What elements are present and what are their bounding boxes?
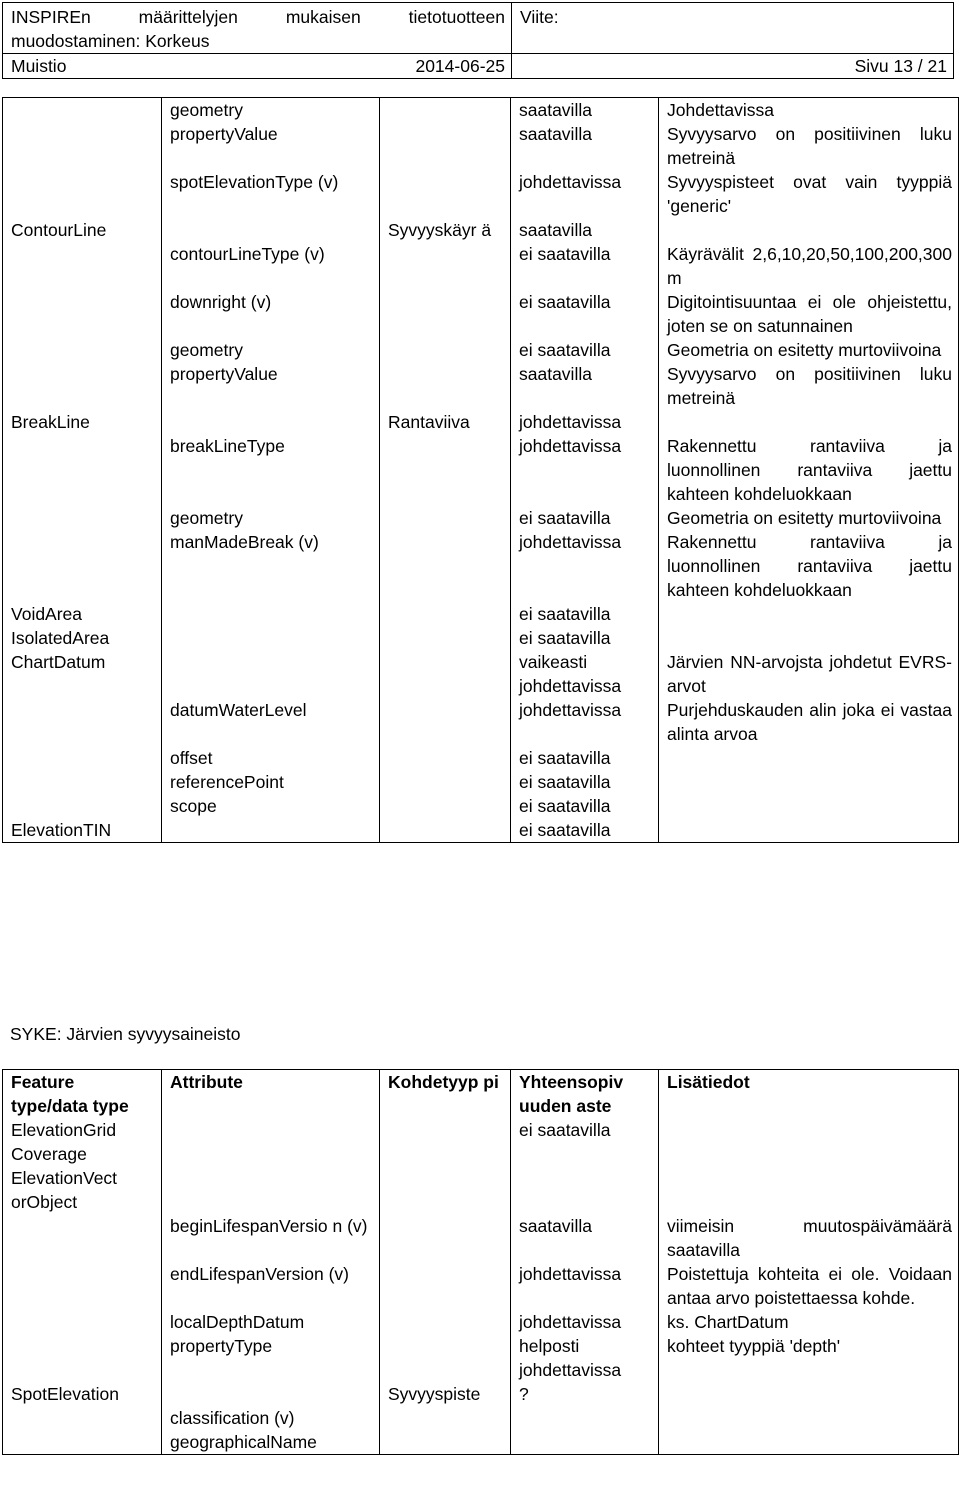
lisatiedot-cell: Käyrävälit 2,6,10,20,50,100,200,300 m: [659, 242, 959, 290]
attribute-cell: propertyValue: [162, 122, 380, 170]
kohdetyyppi-cell: [380, 1166, 511, 1214]
yhteensopivuus-cell: johdettavissa: [511, 410, 659, 434]
kohdetyyppi-cell: [380, 122, 511, 170]
title-word: määrittelyjen: [138, 7, 238, 27]
attribute-cell: spotElevationType (v): [162, 170, 380, 218]
yhteensopivuus-cell: ei saatavilla: [511, 242, 659, 290]
feature-type-cell: [3, 242, 162, 290]
table-row: [3, 650, 959, 698]
table-row: [3, 170, 959, 218]
feature-type-cell: ElevationVect orObject: [3, 1166, 162, 1214]
lisatiedot-cell: Syvyysarvo on positiivinen luku metreinä: [659, 362, 959, 410]
title-word: INSPIREn: [11, 7, 91, 27]
kohdetyyppi-cell: [380, 338, 511, 362]
attribute-cell: offset: [162, 746, 380, 770]
kohdetyyppi-cell: Syvyyspiste: [380, 1382, 511, 1406]
lisatiedot-cell: [659, 410, 959, 434]
attribute-cell: manMadeBreak (v): [162, 530, 380, 602]
attribute-cell: [162, 650, 380, 698]
kohdetyyppi-cell: [380, 290, 511, 338]
yhteensopivuus-cell: johdettavissa: [511, 434, 659, 506]
lisatiedot-cell: Syvyyspisteet ovat vain tyyppiä 'generic': [659, 170, 959, 218]
feature-type-cell: [3, 170, 162, 218]
lisatiedot-cell: Johdettavissa: [659, 98, 959, 123]
table-row: [3, 1166, 959, 1214]
attribute-cell: [162, 1166, 380, 1214]
table-row: [3, 410, 959, 434]
table-row: [3, 794, 959, 818]
yhteensopivuus-cell: saatavilla: [511, 1214, 659, 1262]
kohdetyyppi-cell: Syvyyskäyr ä: [380, 218, 511, 242]
reference-cell: [512, 3, 954, 54]
feature-type-cell: [3, 1310, 162, 1334]
feature-type-cell: ElevationTIN: [3, 818, 162, 843]
table-row: [3, 338, 959, 362]
header-table: [2, 2, 954, 79]
attribute-cell: [162, 410, 380, 434]
feature-type-cell: [3, 434, 162, 506]
attribute-cell: downright (v): [162, 290, 380, 338]
table-row: [3, 362, 959, 410]
feature-type-cell: [3, 362, 162, 410]
yhteensopivuus-cell: ei saatavilla: [511, 338, 659, 362]
attribute-cell: propertyValue: [162, 362, 380, 410]
yhteensopivuus-cell: ei saatavilla: [511, 290, 659, 338]
attribute-cell: datumWaterLevel: [162, 698, 380, 746]
lisatiedot-cell: [659, 746, 959, 770]
feature-type-cell: [3, 530, 162, 602]
yhteensopivuus-cell: [511, 1430, 659, 1455]
table-header-row: [3, 1070, 959, 1119]
feature-type-cell: [3, 506, 162, 530]
title-line1: [11, 5, 505, 29]
kohdetyyppi-cell: [380, 1430, 511, 1455]
kohdetyyppi-cell: [380, 1334, 511, 1382]
attribute-cell: [162, 602, 380, 626]
yhteensopivuus-cell: ei saatavilla: [511, 602, 659, 626]
attribute-cell: localDepthDatum: [162, 1310, 380, 1334]
table-row: [3, 1334, 959, 1382]
yhteensopivuus-cell: johdettavissa: [511, 530, 659, 602]
lisatiedot-cell: [659, 626, 959, 650]
yhteensopivuus-cell: ei saatavilla: [511, 746, 659, 770]
yhteensopivuus-cell: ei saatavilla: [511, 794, 659, 818]
attribute-cell: classification (v): [162, 1406, 380, 1430]
yhteensopivuus-cell: saatavilla: [511, 218, 659, 242]
lisatiedot-cell: Geometria on esitetty murtoviivoina: [659, 338, 959, 362]
lisatiedot-cell: [659, 1118, 959, 1166]
lisatiedot-cell: viimeisin muutospäivämäärä saatavilla: [659, 1214, 959, 1262]
table-row: [3, 530, 959, 602]
attribute-cell: scope: [162, 794, 380, 818]
table-row: [3, 242, 959, 290]
feature-type-cell: [3, 698, 162, 746]
feature-type-cell: [3, 1334, 162, 1382]
table-row: [3, 290, 959, 338]
table-row: [3, 218, 959, 242]
lisatiedot-cell: Digitointisuuntaa ei ole ohjeistettu, joten se on satunnainen: [659, 290, 959, 338]
table-row: [3, 1406, 959, 1430]
table-row: [3, 746, 959, 770]
table-row: [3, 1118, 959, 1166]
attribute-cell: endLifespanVersion (v): [162, 1262, 380, 1310]
doc-date: 2014-06-25: [415, 56, 505, 76]
attribute-cell: geometry: [162, 506, 380, 530]
lisatiedot-cell: [659, 770, 959, 794]
attribute-cell: [162, 1118, 380, 1166]
attribute-cell: contourLineType (v): [162, 242, 380, 290]
table-row: [3, 818, 959, 843]
yhteensopivuus-cell: saatavilla: [511, 362, 659, 410]
kohdetyyppi-cell: [380, 242, 511, 290]
feature-type-cell: ContourLine: [3, 218, 162, 242]
lisatiedot-cell: kohteet tyyppiä 'depth': [659, 1334, 959, 1382]
feature-type-cell: [3, 290, 162, 338]
table-row: [3, 770, 959, 794]
kohdetyyppi-cell: [380, 530, 511, 602]
feature-type-cell: [3, 794, 162, 818]
table-row: [3, 1262, 959, 1310]
yhteensopivuus-cell: ei saatavilla: [511, 818, 659, 843]
lisatiedot-cell: [659, 1406, 959, 1430]
attribute-cell: propertyType: [162, 1334, 380, 1382]
kohdetyyppi-cell: [380, 650, 511, 698]
attribute-cell: [162, 218, 380, 242]
doc-info-cell: [3, 54, 512, 79]
table-row: [3, 1382, 959, 1406]
kohdetyyppi-cell: [380, 98, 511, 123]
attribute-cell: geographicalName: [162, 1430, 380, 1455]
feature-type-cell: [3, 1430, 162, 1455]
kohdetyyppi-cell: [380, 818, 511, 843]
feature-type-cell: [3, 338, 162, 362]
yhteensopivuus-cell: saatavilla: [511, 122, 659, 170]
attribute-cell: breakLineType: [162, 434, 380, 506]
yhteensopivuus-cell: [511, 1406, 659, 1430]
lisatiedot-cell: [659, 1430, 959, 1455]
kohdetyyppi-cell: [380, 1118, 511, 1166]
title-word: tietotuotteen: [408, 7, 505, 27]
feature-type-cell: [3, 122, 162, 170]
lisatiedot-cell: Rakennettu rantaviiva ja luonnollinen rantaviiva jaettu kahteen kohdeluokkaan: [659, 434, 959, 506]
kohdetyyppi-cell: [380, 1214, 511, 1262]
feature-type-cell: IsolatedArea: [3, 626, 162, 650]
feature-type-cell: [3, 1262, 162, 1310]
reference-label: Viite:: [520, 7, 559, 27]
yhteensopivuus-cell: ?: [511, 1382, 659, 1406]
table-row: [3, 698, 959, 746]
attribute-cell: beginLifespanVersio n (v): [162, 1214, 380, 1262]
lisatiedot-cell: [659, 1166, 959, 1214]
kohdetyyppi-cell: [380, 698, 511, 746]
lisatiedot-cell: Purjehduskauden alin joka ei vastaa alinta arvoa: [659, 698, 959, 746]
yhteensopivuus-cell: johdettavissa: [511, 170, 659, 218]
kohdetyyppi-cell: [380, 746, 511, 770]
depth-data-table-2: [2, 1069, 959, 1455]
feature-type-cell: [3, 98, 162, 123]
lisatiedot-cell: [659, 794, 959, 818]
feature-type-cell: [3, 1406, 162, 1430]
table-row: [3, 602, 959, 626]
table-row: [3, 1430, 959, 1455]
feature-type-cell: VoidArea: [3, 602, 162, 626]
kohdetyyppi-cell: [380, 626, 511, 650]
kohdetyyppi-cell: Rantaviiva: [380, 410, 511, 434]
yhteensopivuus-cell: johdettavissa: [511, 1262, 659, 1310]
kohdetyyppi-cell: [380, 794, 511, 818]
attribute-cell: [162, 818, 380, 843]
feature-type-cell: [3, 1214, 162, 1262]
lisatiedot-cell: [659, 602, 959, 626]
depth-data-table-1: [2, 97, 959, 843]
kohdetyyppi-cell: [380, 170, 511, 218]
yhteensopivuus-cell: ei saatavilla: [511, 770, 659, 794]
feature-type-cell: [3, 746, 162, 770]
feature-type-cell: SpotElevation: [3, 1382, 162, 1406]
kohdetyyppi-cell: [380, 506, 511, 530]
kohdetyyppi-cell: [380, 1310, 511, 1334]
lisatiedot-cell: [659, 218, 959, 242]
header-kohdetyyppi: Kohdetyyp pi: [380, 1070, 511, 1119]
title-word: mukaisen: [285, 7, 361, 27]
yhteensopivuus-cell: [511, 1166, 659, 1214]
kohdetyyppi-cell: [380, 770, 511, 794]
feature-type-cell: BreakLine: [3, 410, 162, 434]
header-attribute: Attribute: [162, 1070, 380, 1119]
feature-type-cell: [3, 770, 162, 794]
attribute-cell: [162, 1382, 380, 1406]
kohdetyyppi-cell: [380, 434, 511, 506]
lisatiedot-cell: Syvyysarvo on positiivinen luku metreinä: [659, 122, 959, 170]
yhteensopivuus-cell: helposti johdettavissa: [511, 1334, 659, 1382]
table-row: [3, 506, 959, 530]
header-feature-type: Feature type/data type: [3, 1070, 162, 1119]
table-row: [3, 1310, 959, 1334]
yhteensopivuus-cell: vaikeasti johdettavissa: [511, 650, 659, 698]
kohdetyyppi-cell: [380, 1406, 511, 1430]
yhteensopivuus-cell: johdettavissa: [511, 1310, 659, 1334]
yhteensopivuus-cell: ei saatavilla: [511, 1118, 659, 1166]
lisatiedot-cell: Poistettuja kohteita ei ole. Voidaan antaa arvo poistettaessa kohde.: [659, 1262, 959, 1310]
table-row: [3, 122, 959, 170]
document-title: [3, 3, 512, 54]
lisatiedot-cell: Järvien NN-arvojsta johdetut EVRS-arvot: [659, 650, 959, 698]
lisatiedot-cell: [659, 818, 959, 843]
kohdetyyppi-cell: [380, 362, 511, 410]
yhteensopivuus-cell: ei saatavilla: [511, 626, 659, 650]
table-row: [3, 434, 959, 506]
page-number: Sivu 13 / 21: [854, 56, 947, 76]
feature-type-cell: ChartDatum: [3, 650, 162, 698]
attribute-cell: geometry: [162, 98, 380, 123]
attribute-cell: geometry: [162, 338, 380, 362]
kohdetyyppi-cell: [380, 602, 511, 626]
yhteensopivuus-cell: saatavilla: [511, 98, 659, 123]
table-row: [3, 626, 959, 650]
header-lisatiedot: Lisätiedot: [659, 1070, 959, 1119]
section-heading: SYKE: Järvien syvyysaineisto: [10, 1024, 241, 1044]
lisatiedot-cell: Geometria on esitetty murtoviivoina: [659, 506, 959, 530]
lisatiedot-cell: ks. ChartDatum: [659, 1310, 959, 1334]
yhteensopivuus-cell: johdettavissa: [511, 698, 659, 746]
doc-type: Muistio: [11, 56, 67, 76]
lisatiedot-cell: [659, 1382, 959, 1406]
page-cell: [512, 54, 954, 79]
table-row: [3, 98, 959, 123]
table-row: [3, 1214, 959, 1262]
attribute-cell: [162, 626, 380, 650]
kohdetyyppi-cell: [380, 1262, 511, 1310]
attribute-cell: referencePoint: [162, 770, 380, 794]
lisatiedot-cell: Rakennettu rantaviiva ja luonnollinen rantaviiva jaettu kahteen kohdeluokkaan: [659, 530, 959, 602]
yhteensopivuus-cell: ei saatavilla: [511, 506, 659, 530]
feature-type-cell: ElevationGrid Coverage: [3, 1118, 162, 1166]
title-line2: muodostaminen: Korkeus: [11, 31, 210, 51]
header-yhteensopivuus: Yhteensopiv uuden aste: [511, 1070, 659, 1119]
